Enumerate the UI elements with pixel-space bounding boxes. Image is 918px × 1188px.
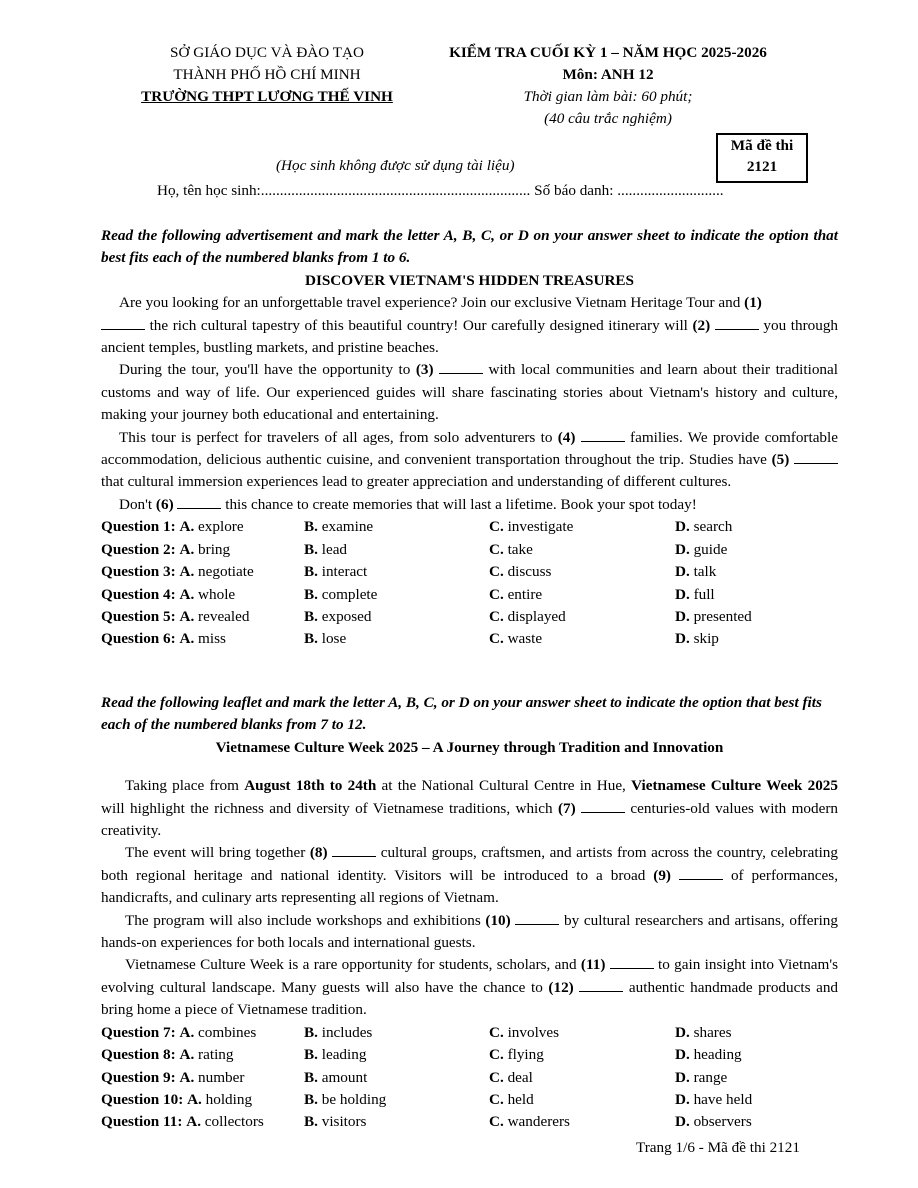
- option-a: [101, 628, 304, 650]
- option-text: range: [693, 1068, 728, 1086]
- option-letter: C.: [489, 1068, 504, 1086]
- question-row: [101, 606, 838, 628]
- option-text: investigate: [507, 518, 574, 536]
- option-c: [489, 539, 675, 561]
- option-letter: A.: [179, 607, 195, 625]
- option-d: [675, 1089, 838, 1111]
- option-text: combines: [198, 1023, 257, 1041]
- section-1-paragraph-3: This tour is perfect for travelers of all ages, from solo adventurers to (4) families. We provide comfortable accommodation, delicious authentic cuisine, and convenient transportation throughout the trip. Studies have (5) that cultural immersion experiences lead to greater appreciation and understanding of different cultures.: [101, 428, 838, 491]
- option-letter: C.: [489, 585, 504, 603]
- option-c: [489, 1022, 675, 1044]
- option-text: negotiate: [198, 563, 254, 581]
- question-number: Question 9:: [101, 1068, 176, 1086]
- option-letter: D.: [675, 1023, 690, 1041]
- option-letter: B.: [304, 540, 318, 558]
- option-text: observers: [693, 1113, 752, 1131]
- question-row: [101, 1067, 838, 1089]
- option-d: [675, 606, 838, 628]
- question-row: [101, 1022, 838, 1044]
- option-letter: C.: [489, 1023, 504, 1041]
- option-letter: A.: [179, 1068, 195, 1086]
- option-b: [304, 606, 489, 628]
- option-text: have held: [693, 1090, 753, 1108]
- option-b: [304, 1067, 489, 1089]
- header-left: [117, 42, 417, 108]
- section-2-paragraph-1: Taking place from August 18th to 24th at the National Cultural Centre in Hue, Vietnamese Culture Week 2025 will highlight the richness and diversity of Vietnamese traditions, which (7) centuries-old values with modern creativity.: [101, 777, 839, 840]
- option-c: [489, 1044, 675, 1066]
- option-text: holding: [205, 1090, 253, 1108]
- section-1-paragraph-1: Are you looking for an unforgettable travel experience? Join our exclusive Vietnam Heritage Tour and (1) the rich cultural tapestry of this beautiful country! Our carefully designed itinerary will (2) you through ancient temples, bustling markets, and pristine beaches.: [101, 294, 839, 357]
- blank-4: [581, 429, 625, 442]
- no-materials-note: (Học sinh không được sử dụng tài liệu): [276, 157, 515, 174]
- blank-1: [101, 317, 145, 330]
- option-text: visitors: [321, 1113, 367, 1131]
- question-row: [101, 516, 838, 538]
- option-d: [675, 1044, 838, 1066]
- option-text: number: [198, 1068, 245, 1086]
- option-text: leading: [321, 1046, 367, 1064]
- option-b: [304, 561, 489, 583]
- option-text: be holding: [321, 1090, 387, 1108]
- option-text: lead: [321, 540, 348, 558]
- option-b: [304, 1022, 489, 1044]
- option-d: [675, 1111, 838, 1133]
- option-letter: B.: [304, 1023, 318, 1041]
- option-text: displayed: [507, 607, 566, 625]
- section-1: [101, 225, 838, 651]
- option-text: full: [693, 585, 715, 603]
- option-c: [489, 1067, 675, 1089]
- option-letter: B.: [304, 630, 318, 648]
- option-b: [304, 1089, 489, 1111]
- question-number: Question 4:: [101, 585, 176, 603]
- option-a: [101, 1067, 304, 1089]
- option-letter: B.: [304, 1113, 318, 1131]
- section-2-paragraph-2: The event will bring together (8) cultural groups, craftsmen, and artists from across the country, celebrating both regional heritage and national identity. Visitors will be introduced to a broad (9) of performances, handicrafts, and culinary arts representing all regions of Vietnam.: [101, 844, 838, 907]
- option-b: [304, 1044, 489, 1066]
- option-text: lose: [321, 630, 347, 648]
- option-letter: A.: [179, 585, 195, 603]
- option-c: [489, 628, 675, 650]
- blank-3: [439, 361, 483, 374]
- option-text: interact: [321, 563, 368, 581]
- option-b: [304, 516, 489, 538]
- option-letter: B.: [304, 585, 318, 603]
- option-letter: A.: [179, 1023, 195, 1041]
- option-b: [304, 1111, 489, 1133]
- blank-11: [610, 956, 654, 969]
- blank-9: [679, 867, 723, 880]
- option-letter: D.: [675, 1068, 690, 1086]
- section-2-questions: [101, 1022, 838, 1134]
- option-text: flying: [507, 1046, 544, 1064]
- exam-code: 2121: [746, 158, 778, 175]
- option-text: deal: [507, 1068, 533, 1086]
- question-row: [101, 628, 838, 650]
- option-c: [489, 584, 675, 606]
- question-number: Question 3:: [101, 563, 176, 581]
- question-row: [101, 584, 838, 606]
- option-a: [101, 584, 304, 606]
- option-text: presented: [693, 607, 752, 625]
- question-number: Question 2:: [101, 540, 176, 558]
- option-text: shares: [693, 1023, 732, 1041]
- department-name: SỞ GIÁO DỤC VÀ ĐÀO TẠO: [170, 44, 364, 61]
- option-text: discuss: [507, 563, 552, 581]
- option-letter: C.: [489, 630, 504, 648]
- option-d: [675, 1022, 838, 1044]
- question-number: Question 5:: [101, 607, 176, 625]
- option-letter: D.: [675, 518, 690, 536]
- option-letter: B.: [304, 1046, 318, 1064]
- option-letter: D.: [675, 1046, 690, 1064]
- subject: Môn: ANH 12: [562, 66, 654, 83]
- option-text: exposed: [321, 607, 372, 625]
- section-1-questions: [101, 516, 838, 650]
- option-b: [304, 584, 489, 606]
- option-text: guide: [693, 540, 728, 558]
- blank-5: [794, 451, 838, 464]
- option-letter: B.: [304, 1090, 318, 1108]
- option-letter: A.: [179, 518, 195, 536]
- question-number: Question 1:: [101, 518, 176, 536]
- question-row: [101, 1111, 838, 1133]
- blank-10: [515, 912, 559, 925]
- option-letter: B.: [304, 1068, 318, 1086]
- option-text: miss: [198, 630, 226, 648]
- option-letter: A.: [186, 1113, 201, 1131]
- section-1-paragraph-4: Don't (6) this chance to create memories that will last a lifetime. Book your spot today!: [119, 495, 697, 513]
- option-text: examine: [321, 518, 374, 536]
- option-text: complete: [321, 585, 378, 603]
- option-c: [489, 1089, 675, 1111]
- option-text: take: [507, 540, 533, 558]
- question-count: (40 câu trắc nghiệm): [544, 110, 672, 127]
- option-a: [101, 1044, 304, 1066]
- exam-code-label: Mã đề thi: [730, 137, 794, 154]
- city-name: THÀNH PHỐ HỒ CHÍ MINH: [173, 66, 361, 83]
- option-letter: D.: [675, 630, 690, 648]
- option-d: [675, 516, 838, 538]
- option-a: [101, 1089, 304, 1111]
- option-letter: D.: [675, 1113, 690, 1131]
- option-letter: B.: [304, 607, 318, 625]
- question-number: Question 7:: [101, 1023, 176, 1041]
- section-2: [101, 692, 838, 1134]
- option-text: search: [693, 518, 733, 536]
- blank-2: [715, 317, 759, 330]
- section-2-instruction: Read the following leaflet and mark the letter A, B, C, or D on your answer sheet to indicate the option that best fits each of the numbered blanks from 7 to 12.: [101, 694, 822, 734]
- question-number: Question 6:: [101, 630, 176, 648]
- option-c: [489, 561, 675, 583]
- option-c: [489, 606, 675, 628]
- section-1-title: DISCOVER VIETNAM'S HIDDEN TREASURES: [304, 271, 634, 289]
- section-2-paragraph-4: Vietnamese Culture Week is a rare opportunity for students, scholars, and (11) to gain insight into Vietnam's evolving cultural landscape. Many guests will also have the chance to (12) authentic handmade products and bring home a piece of Vietnamese tradition.: [101, 956, 839, 1019]
- option-d: [675, 561, 838, 583]
- option-d: [675, 1067, 838, 1089]
- blank-8: [332, 844, 376, 857]
- option-a: [101, 1022, 304, 1044]
- question-row: [101, 1089, 838, 1111]
- question-number: Question 10:: [101, 1090, 184, 1108]
- option-letter: B.: [304, 518, 318, 536]
- section-1-paragraph-2: During the tour, you'll have the opportunity to (3) with local communities and learn about their traditional customs and way of life. Our experienced guides will share fascinating stories about Vietnam's history and culture, making your journey both educational and entertaining.: [101, 361, 838, 424]
- option-text: involves: [507, 1023, 560, 1041]
- option-letter: D.: [675, 540, 690, 558]
- header-right: [425, 42, 791, 130]
- option-letter: A.: [179, 563, 195, 581]
- option-text: revealed: [198, 607, 250, 625]
- option-a: [101, 606, 304, 628]
- option-text: amount: [321, 1068, 368, 1086]
- exam-code-box: [716, 133, 808, 183]
- option-text: wanderers: [507, 1113, 570, 1131]
- option-text: waste: [507, 630, 543, 648]
- option-text: skip: [693, 630, 719, 648]
- exam-time: Thời gian làm bài: 60 phút;: [523, 88, 693, 105]
- option-letter: A.: [179, 1046, 195, 1064]
- option-d: [675, 539, 838, 561]
- section-1-instruction: Read the following advertisement and mark the letter A, B, C, or D on your answer sheet to indicate the option that best fits each of the numbered blanks from 1 to 6.: [101, 227, 838, 267]
- page-footer: Trang 1/6 - Mã đề thi 2121: [636, 1139, 800, 1156]
- question-row: [101, 561, 838, 583]
- option-text: explore: [198, 518, 244, 536]
- option-text: collectors: [204, 1113, 264, 1131]
- option-text: heading: [693, 1046, 742, 1064]
- option-letter: D.: [675, 563, 690, 581]
- option-text: talk: [693, 563, 717, 581]
- option-d: [675, 628, 838, 650]
- question-row: [101, 539, 838, 561]
- school-name: TRƯỜNG THPT LƯƠNG THẾ VINH: [141, 88, 393, 105]
- question-row: [101, 1044, 838, 1066]
- option-text: rating: [198, 1046, 234, 1064]
- question-number: Question 11:: [101, 1113, 183, 1131]
- option-letter: C.: [489, 518, 504, 536]
- option-letter: D.: [675, 607, 690, 625]
- option-a: [101, 1111, 304, 1133]
- option-letter: A.: [179, 630, 195, 648]
- option-a: [101, 561, 304, 583]
- option-letter: C.: [489, 540, 504, 558]
- option-b: [304, 628, 489, 650]
- option-c: [489, 1111, 675, 1133]
- option-text: held: [507, 1090, 534, 1108]
- option-letter: C.: [489, 563, 504, 581]
- section-2-title: Vietnamese Culture Week 2025 – A Journey through Tradition and Innovation: [215, 738, 724, 756]
- option-letter: A.: [187, 1090, 202, 1108]
- option-letter: B.: [304, 563, 318, 581]
- option-d: [675, 584, 838, 606]
- option-text: includes: [321, 1023, 373, 1041]
- option-letter: C.: [489, 1046, 504, 1064]
- option-letter: D.: [675, 1090, 690, 1108]
- option-letter: A.: [179, 540, 195, 558]
- exam-title: KIỂM TRA CUỐI KỲ 1 – NĂM HỌC 2025-2026: [449, 44, 767, 61]
- option-a: [101, 539, 304, 561]
- option-letter: D.: [675, 585, 690, 603]
- option-letter: C.: [489, 607, 504, 625]
- option-letter: C.: [489, 1113, 504, 1131]
- section-2-paragraph-3: The program will also include workshops and exhibitions (10) by cultural researchers and artisans, offering hands-on experiences for both locals and international guests.: [101, 911, 838, 952]
- blank-12: [579, 979, 623, 992]
- option-letter: C.: [489, 1090, 504, 1108]
- student-info-line: Họ, tên học sinh:....................................................................... Số báo danh: ............................: [157, 182, 724, 199]
- option-text: bring: [198, 540, 231, 558]
- question-number: Question 8:: [101, 1046, 176, 1064]
- option-b: [304, 539, 489, 561]
- blank-6: [177, 496, 221, 509]
- option-text: whole: [198, 585, 236, 603]
- option-a: [101, 516, 304, 538]
- option-c: [489, 516, 675, 538]
- option-text: entire: [507, 585, 543, 603]
- blank-7: [581, 800, 625, 813]
